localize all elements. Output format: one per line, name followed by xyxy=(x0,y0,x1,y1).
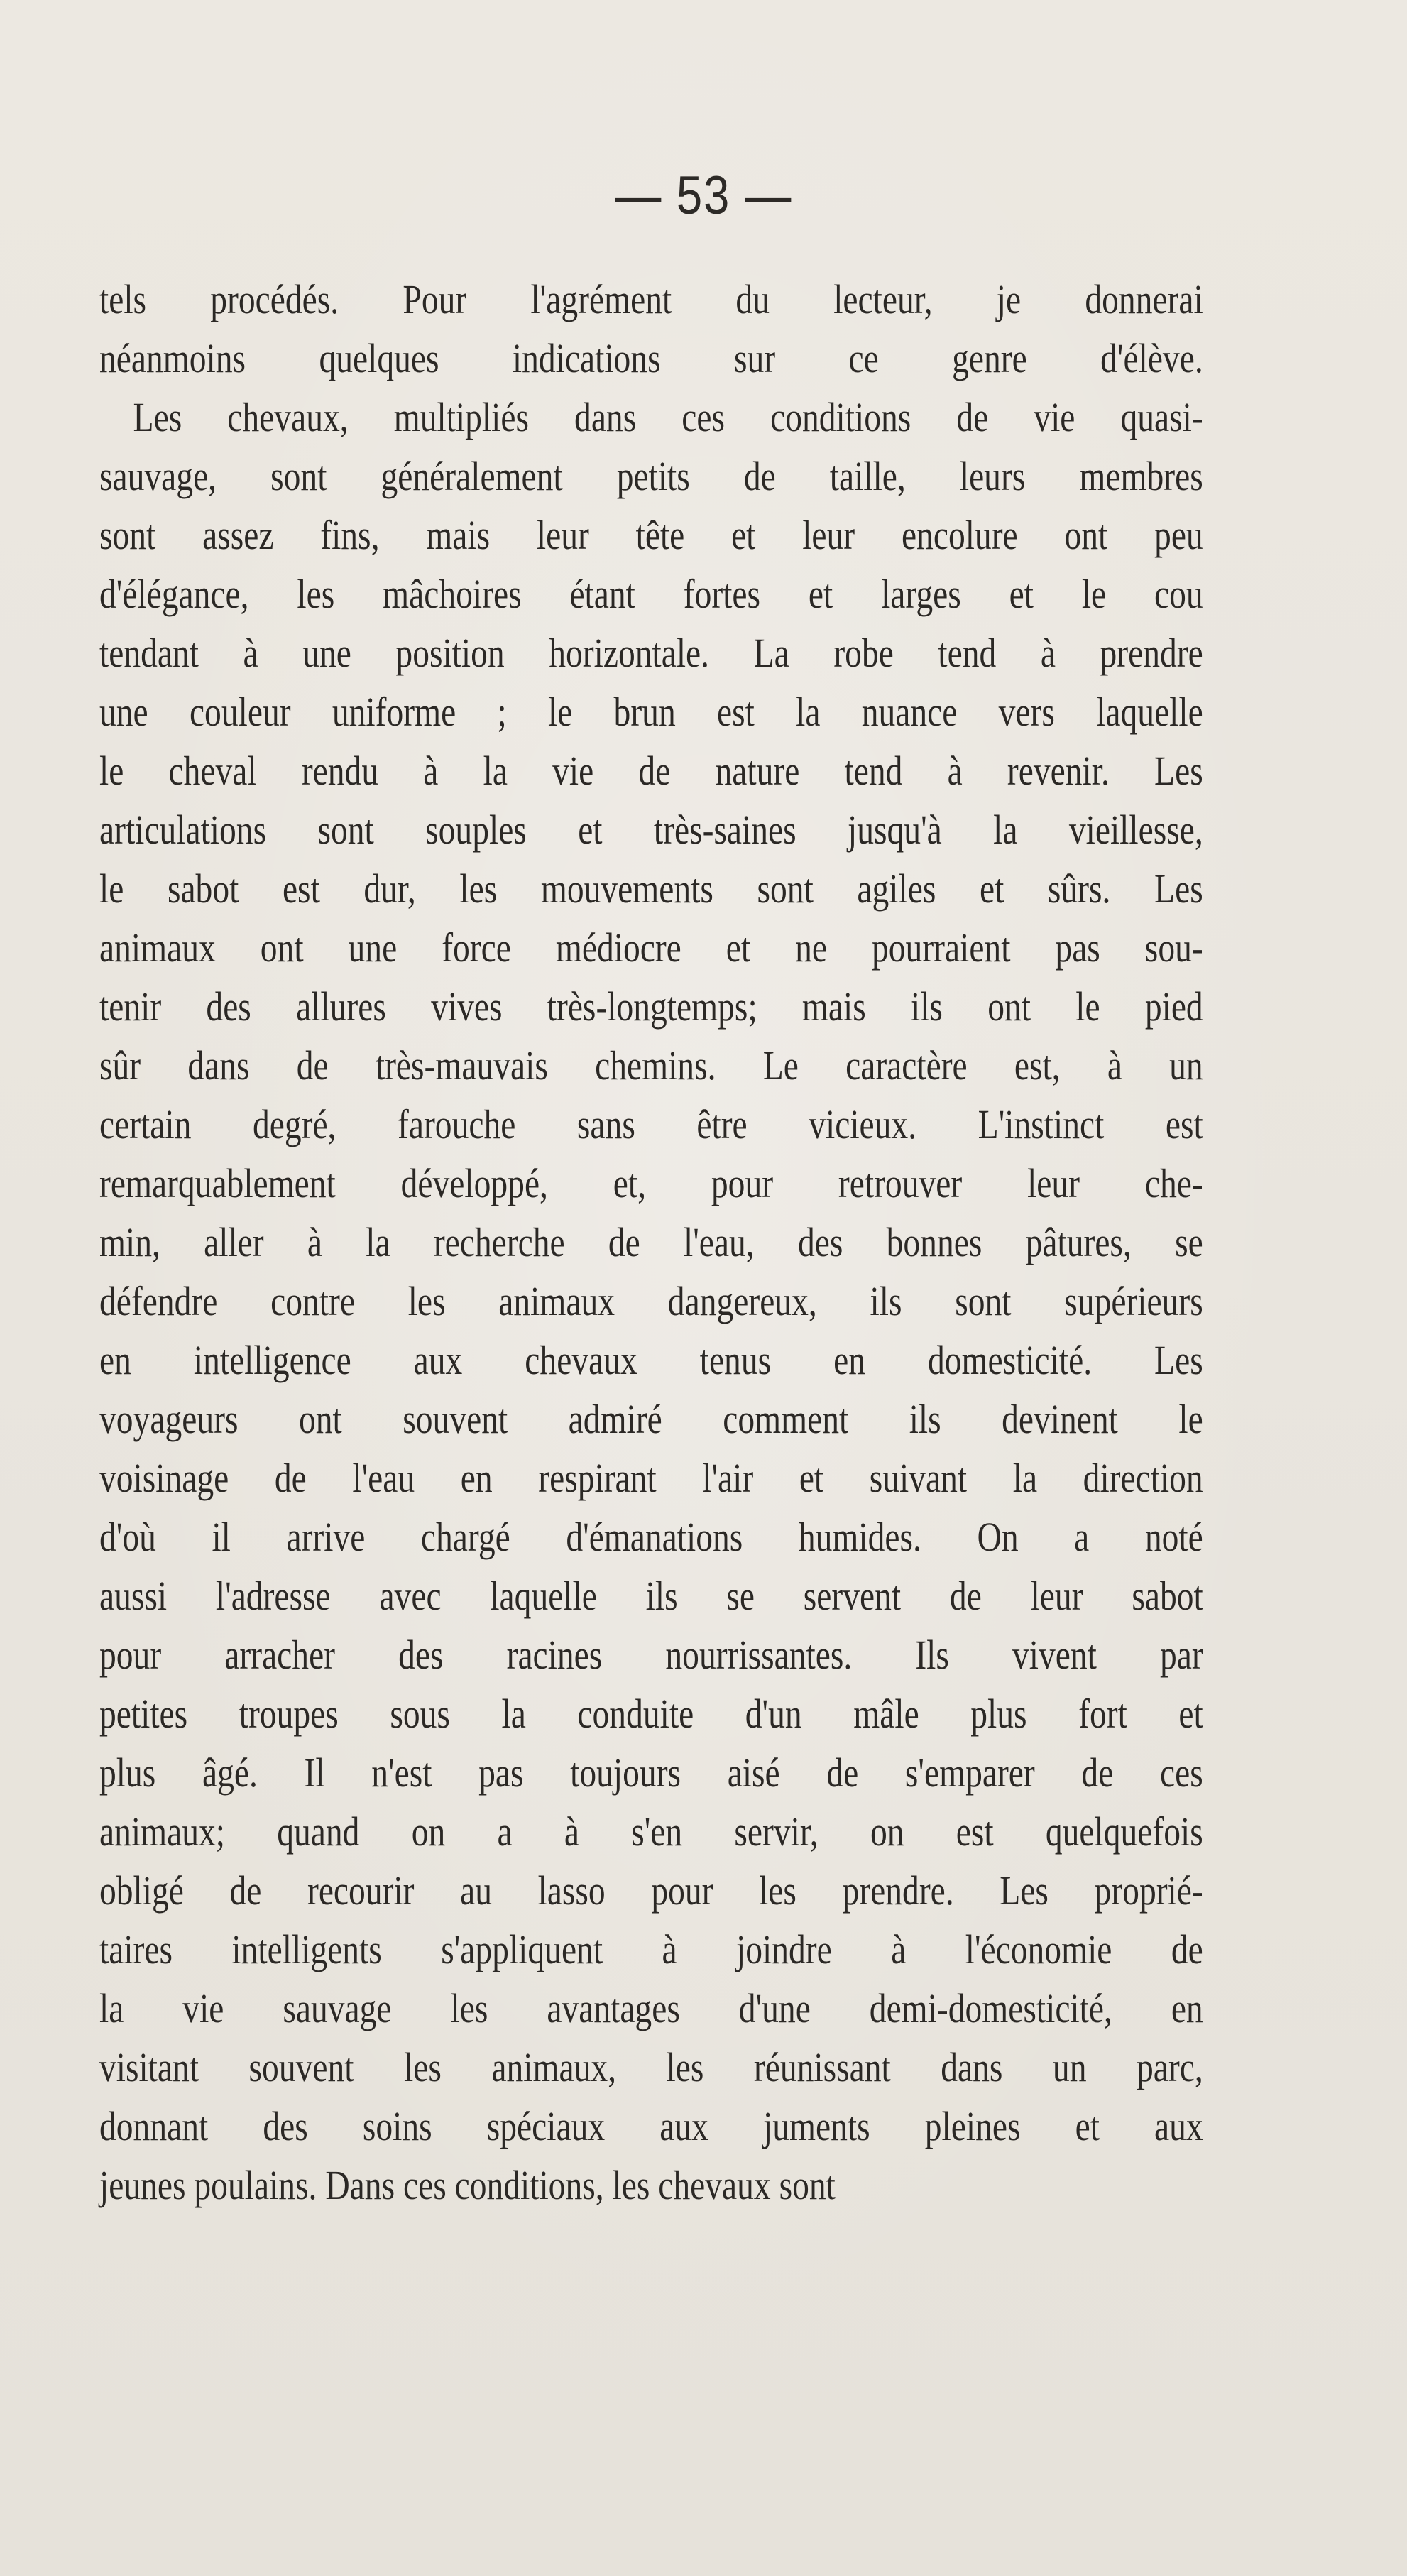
page-number: — 53 — xyxy=(614,165,793,226)
text-line: d'où il arrive chargé d'émanations humides. On a noté xyxy=(99,1514,1203,1560)
text-line: petites troupes sous la conduite d'un mâle plus fort et xyxy=(99,1691,1203,1737)
text-line: voyageurs ont souvent admiré comment ils devinent le xyxy=(99,1396,1203,1442)
text-line: d'élégance, les mâchoires étant fortes et larges et le cou xyxy=(99,571,1203,617)
text-line: visitant souvent les animaux, les réunissant dans un parc, xyxy=(99,2044,1203,2090)
text-line: certain degré, farouche sans être vicieux. L'instinct est xyxy=(99,1101,1203,1147)
text-line: voisinage de l'eau en respirant l'air et suivant la direction xyxy=(99,1455,1203,1501)
text-line: remarquablement développé, et, pour retrouver leur che- xyxy=(99,1160,1203,1206)
text-line: articulations sont souples et très-saines jusqu'à la vieillesse, xyxy=(99,807,1203,853)
text-line: sauvage, sont généralement petits de taille, leurs membres xyxy=(99,453,1203,499)
text-line: sûr dans de très-mauvais chemins. Le caractère est, à un xyxy=(99,1042,1203,1088)
text-line: plus âgé. Il n'est pas toujours aisé de s'emparer de ces xyxy=(99,1750,1203,1796)
text-line: une couleur uniforme ; le brun est la nuance vers laquelle xyxy=(99,689,1203,735)
text-line: taires intelligents s'appliquent à joindre à l'économie de xyxy=(99,1926,1203,1972)
text-line: pour arracher des racines nourrissantes. Ils vivent par xyxy=(99,1632,1203,1678)
text-line: min, aller à la recherche de l'eau, des bonnes pâtures, se xyxy=(99,1219,1203,1265)
text-line: en intelligence aux chevaux tenus en domesticité. Les xyxy=(99,1337,1203,1383)
text-line: jeunes poulains. Dans ces conditions, les chevaux sont xyxy=(99,2162,836,2208)
text-line: néanmoins quelques indications sur ce genre d'élève. xyxy=(99,335,1203,381)
body-text xyxy=(99,270,1203,2215)
text-line: la vie sauvage les avantages d'une demi-domesticité, en xyxy=(99,1985,1203,2031)
text-line: tendant à une position horizontale. La robe tend à prendre xyxy=(99,630,1203,676)
text-line: le cheval rendu à la vie de nature tend à revenir. Les xyxy=(99,748,1203,794)
paragraph-start-line: Les chevaux, multipliés dans ces conditions de vie quasi- xyxy=(133,394,1203,440)
text-line: donnant des soins spéciaux aux juments pleines et aux xyxy=(99,2103,1203,2149)
text-line: sont assez fins, mais leur tête et leur encolure ont peu xyxy=(99,512,1203,558)
text-line: tenir des allures vives très-longtemps; mais ils ont le pied xyxy=(99,983,1203,1030)
text-line: obligé de recourir au lasso pour les prendre. Les proprié- xyxy=(99,1867,1203,1914)
text-line: animaux; quand on a à s'en servir, on est quelquefois xyxy=(99,1808,1203,1855)
text-line: animaux ont une force médiocre et ne pourraient pas sou- xyxy=(99,924,1203,971)
text-line: aussi l'adresse avec laquelle ils se servent de leur sabot xyxy=(99,1573,1203,1619)
text-line: tels procédés. Pour l'agrément du lecteur, je donnerai xyxy=(99,276,1203,322)
text-line: le sabot est dur, les mouvements sont agiles et sûrs. Les xyxy=(99,866,1203,912)
text-line: défendre contre les animaux dangereux, ils sont supérieurs xyxy=(99,1278,1203,1324)
